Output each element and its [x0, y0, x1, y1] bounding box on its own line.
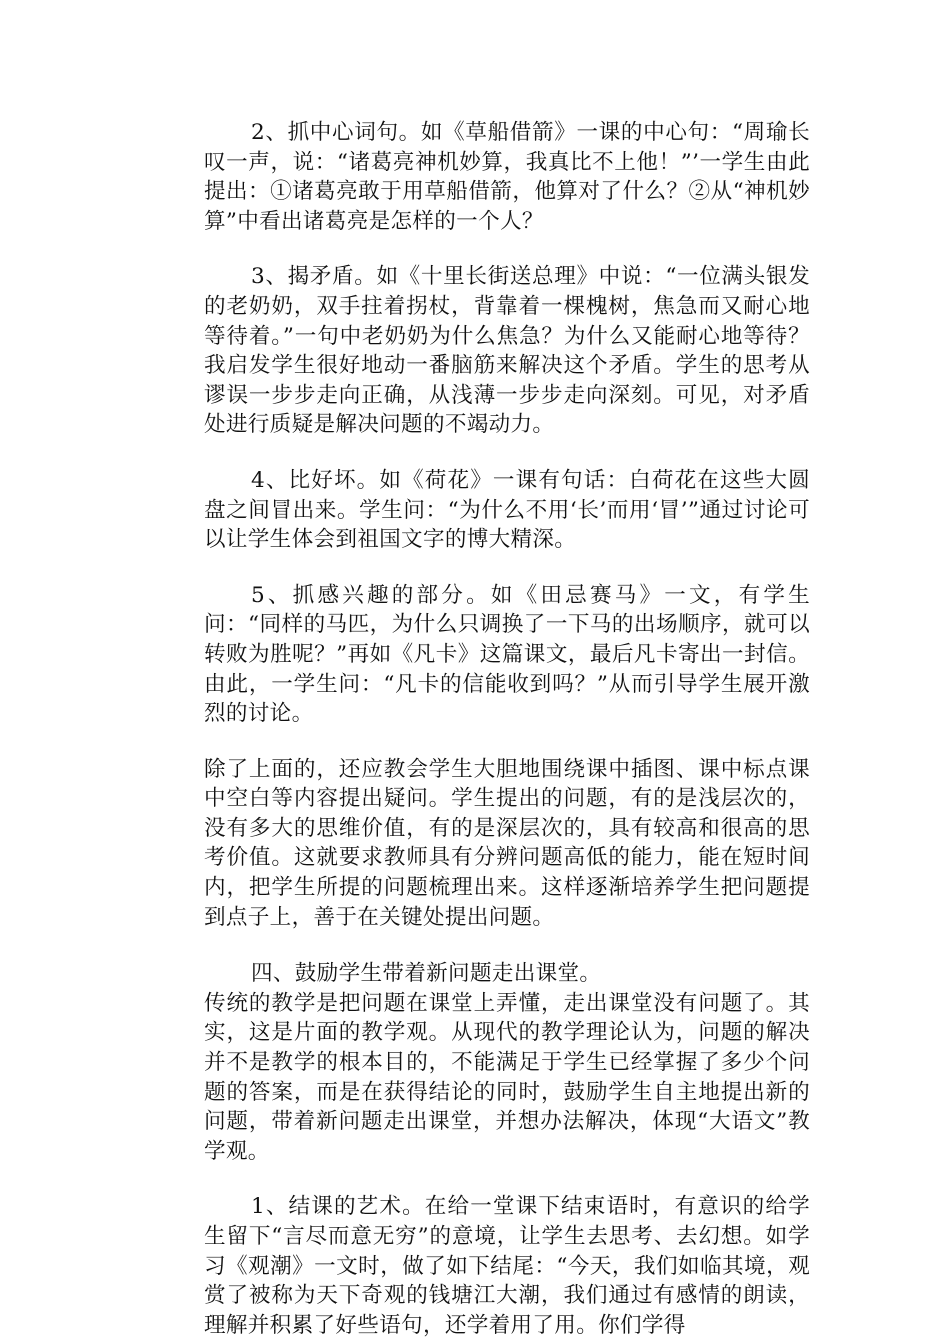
- document-page: [204, 118, 810, 1340]
- paragraph-traditional: 传统的教学是把问题在课堂上弄懂，走出课堂没有问题了。其实，这是片面的教学观。从现代的教学理论认为，问题的解决并不是教学的根本目的，不能满足于学生已经掌握了多少个问题的答案，而是在获得结论的同时，鼓励学生自主地提出新的问题，带着新问题走出课堂，并想办法解决，体现“大语文”教学观。: [204, 990, 810, 1164]
- paragraph-center-sentence: 2、抓中心词句。如《草船借箭》一课的中心句：“周瑜长叹一声，说：“诸葛亮神机妙算，我真比不上他！”’一学生由此提出：①诸葛亮敢于用草船借箭，他算对了什么？②从“神机妙算”中看出诸葛亮是怎样的一个人？: [204, 120, 810, 234]
- paragraph-ending-art: 1、结课的艺术。在给一堂课下结束语时，有意识的给学生留下“言尽而意无穷”的意境，让学生去思考、去幻想。如学习《观潮》一文时，做了如下结尾：“今天，我们如临其境，观赏了被称为天下奇观的钱塘江大潮，我们通过有感情的朗读，理解并积累了好些语句，还学着用了用。你们学得: [204, 1194, 810, 1338]
- paragraph-contradiction: 3、揭矛盾。如《十里长街送总理》中说：“一位满头银发的老奶奶，双手拄着拐杖，背靠着一棵槐树，焦急而又耐心地等待着。”一句中老奶奶为什么焦急？为什么又能耐心地等待？我启发学生很好地动一番脑筋来解决这个矛盾。学生的思考从谬误一步步走向正确，从浅薄一步步走向深刻。可见，对矛盾处进行质疑是解决问题的不竭动力。: [204, 264, 810, 438]
- paragraph-besides: 除了上面的，还应教会学生大胆地围绕课中插图、课中标点课中空白等内容提出疑问。学生提出的问题，有的是浅层次的，没有多大的思维价值，有的是深层次的，具有较高和很高的思考价值。这就要求教师具有分辨问题高低的能力，能在短时间内，把学生所提的问题梳理出来。这样逐渐培养学生把问题提到点子上，善于在关键处提出问题。: [204, 756, 810, 930]
- section-heading: 四、鼓励学生带着新问题走出课堂。: [251, 961, 602, 987]
- paragraph-compare: 4、比好坏。如《荷花》一课有句话：白荷花在这些大圆盘之间冒出来。学生问：“为什么不用‘长’而用‘冒’”通过讨论可以让学生体会到祖国文字的博大精深。: [204, 467, 810, 553]
- paragraph-interest: 5、抓感兴趣的部分。如《田忌赛马》一文，有学生问：“同样的马匹，为什么只调换了一下马的出场顺序，就可以转败为胜呢？”再如《凡卡》这篇课文，最后凡卡寄出一封信。由此，一学生问：“凡卡的信能收到吗？”从而引导学生展开激烈的讨论。: [204, 582, 810, 727]
